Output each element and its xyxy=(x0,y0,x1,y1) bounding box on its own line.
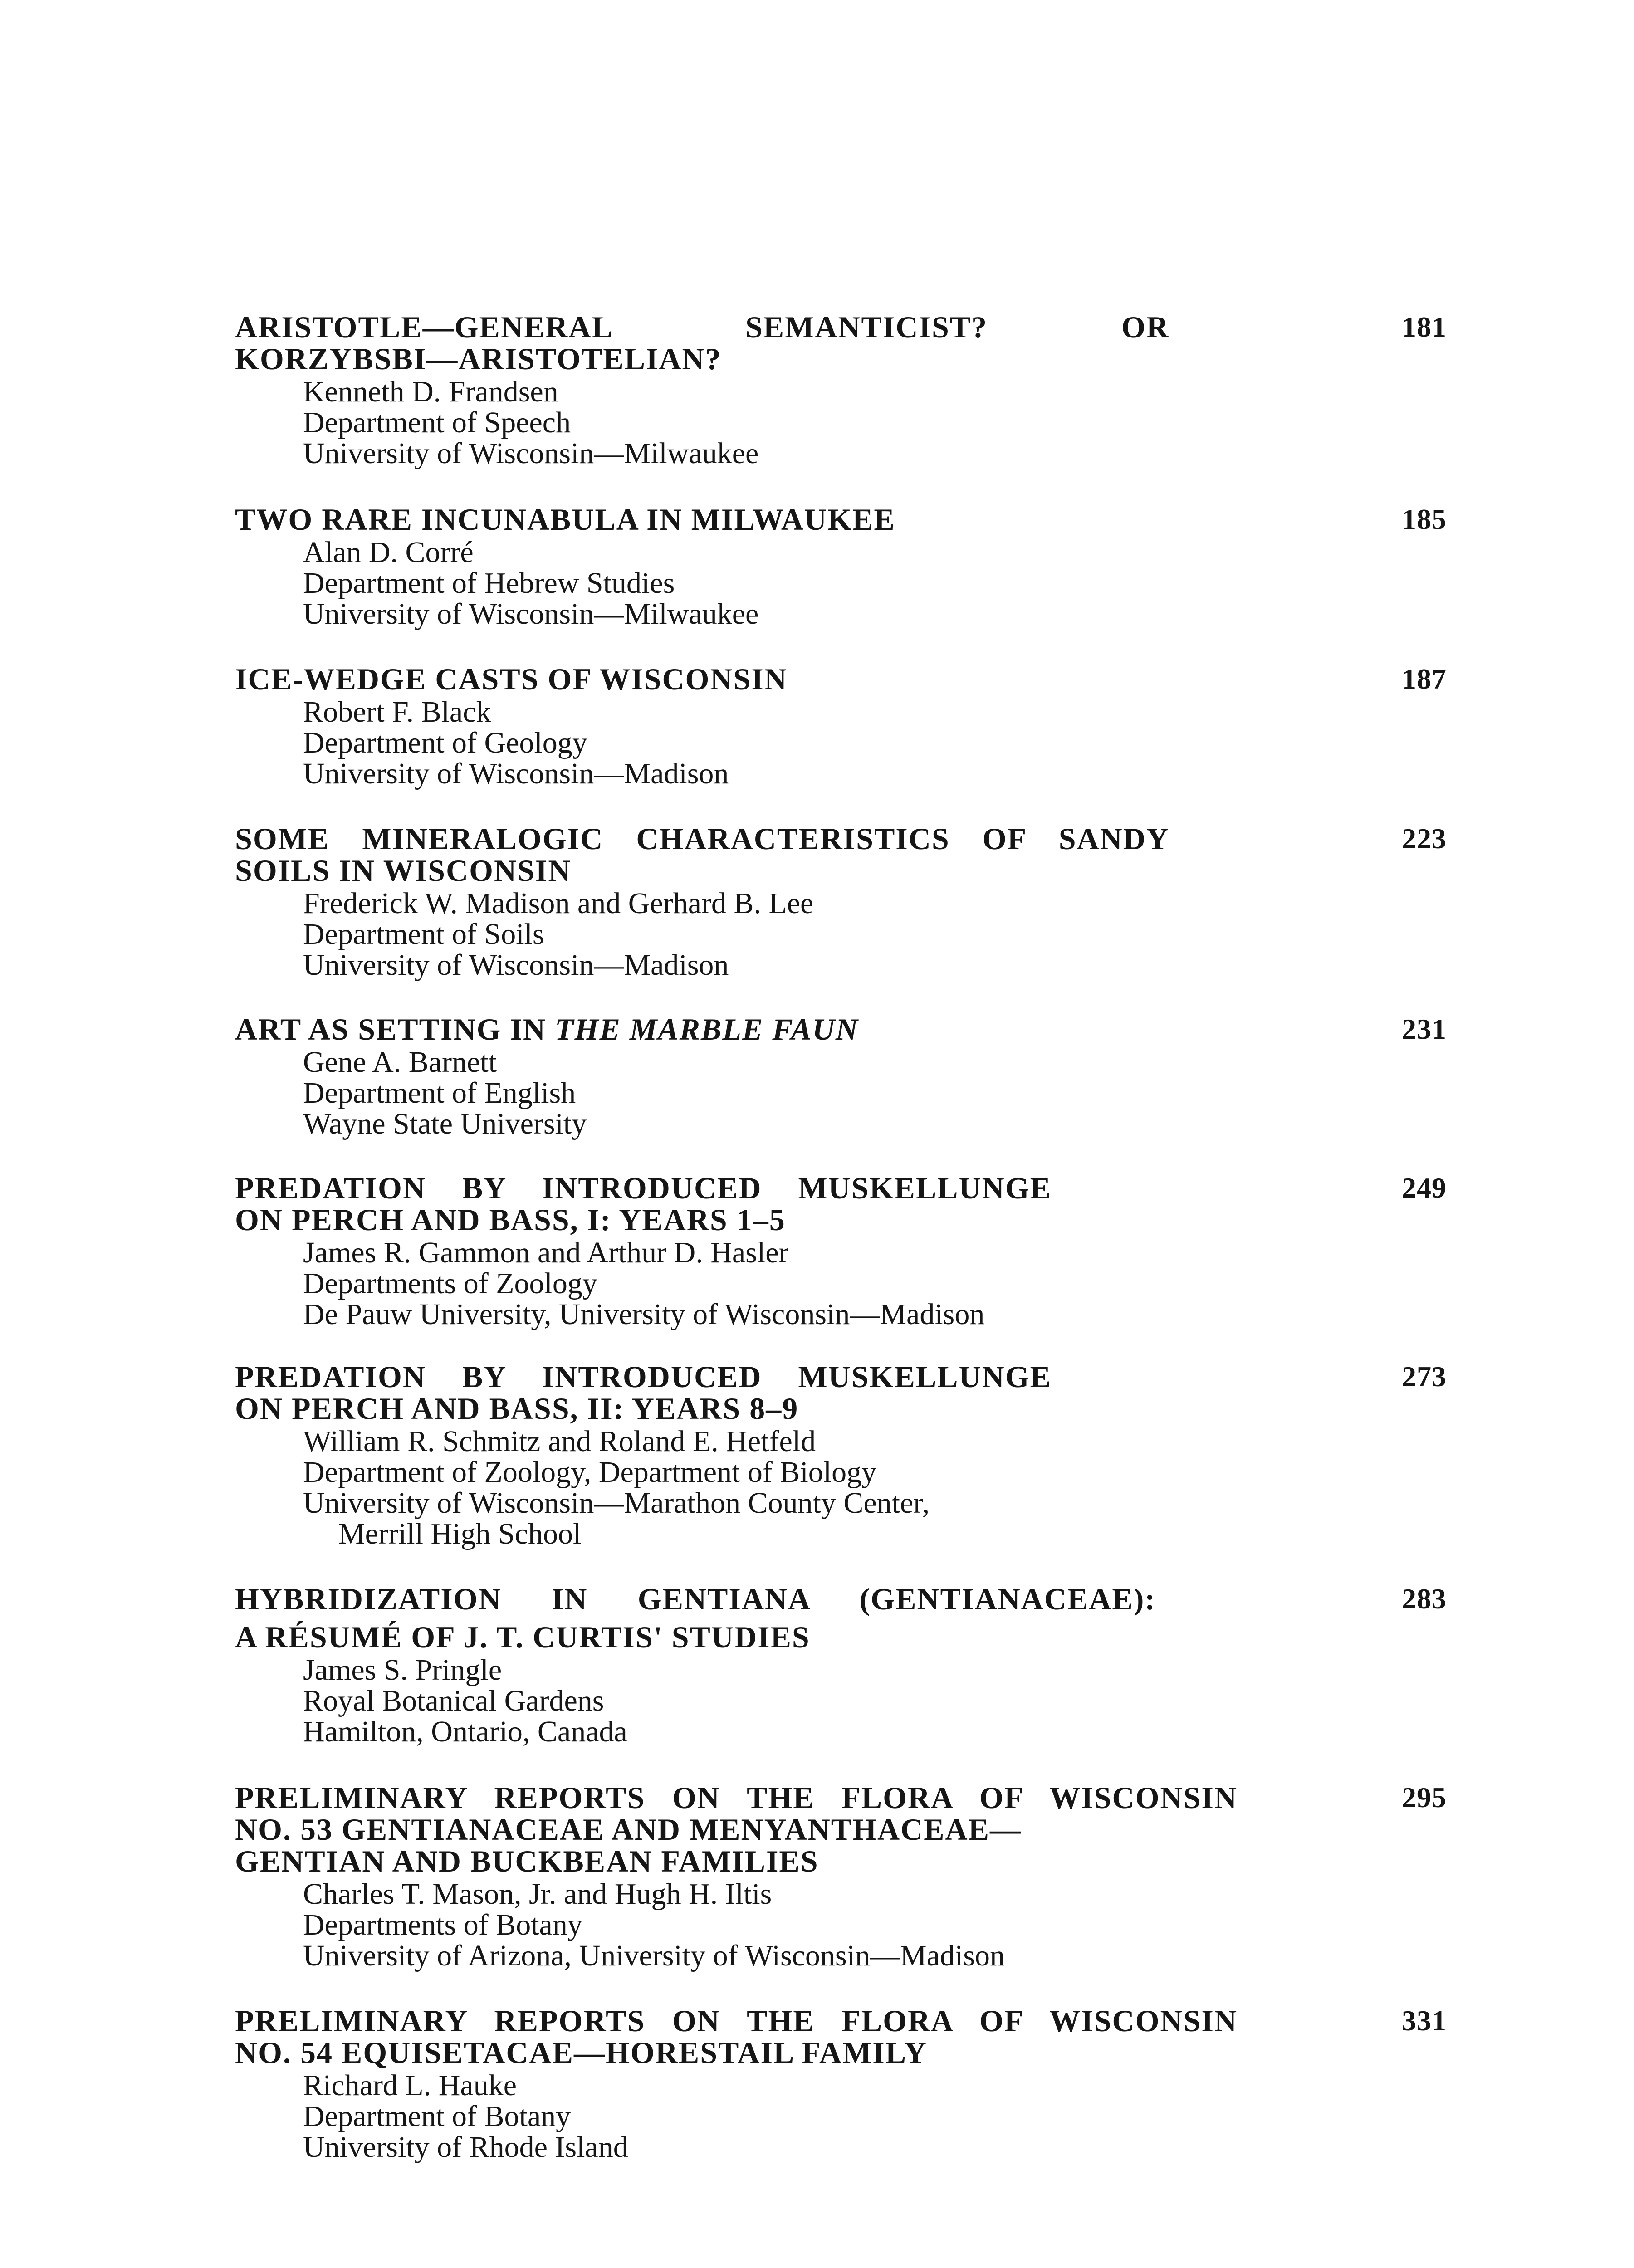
title-line: ON PERCH AND BASS, II: YEARS 8–9 xyxy=(235,1391,799,1426)
title-line: ON PERCH AND BASS, I: YEARS 1–5 xyxy=(235,1202,786,1237)
title-line: ICE-WEDGE CASTS OF WISCONSIN xyxy=(235,662,788,696)
page-number: 181 xyxy=(1402,311,1447,343)
title-line: ARISTOTLE—GENERAL SEMANTICIST? OR xyxy=(235,310,1169,344)
affiliation-line: University of Wisconsin—Milwaukee xyxy=(303,437,759,470)
affiliation-line: Royal Botanical Gardens xyxy=(303,1684,604,1717)
affiliation-line: Department of Zoology, Department of Biology xyxy=(303,1456,877,1489)
affiliation-line: Department of English xyxy=(303,1076,576,1110)
page-number: 283 xyxy=(1402,1583,1447,1615)
article-title xyxy=(235,1172,1460,1236)
affiliation-line: Hamilton, Ontario, Canada xyxy=(303,1715,627,1748)
affiliation-line: Department of Botany xyxy=(303,2100,571,2133)
affiliation-line: Department of Hebrew Studies xyxy=(303,567,675,600)
author-block xyxy=(235,1426,1460,1549)
contents-entry xyxy=(235,823,1460,981)
article-title xyxy=(235,1583,1460,1653)
affiliation-line: University of Rhode Island xyxy=(303,2131,628,2164)
affiliation-line: University of Wisconsin—Madison xyxy=(303,757,729,790)
affiliation-line: De Pauw University, University of Wisconsin—Madison xyxy=(303,1298,985,1331)
article-title xyxy=(235,823,1460,886)
author-block xyxy=(235,697,1460,789)
affiliation-line: Department of Geology xyxy=(303,726,587,759)
author-block xyxy=(235,1047,1460,1139)
affiliation-line: University of Arizona, University of Wisconsin—Madison xyxy=(303,1939,1005,1972)
page-number: 249 xyxy=(1402,1172,1447,1204)
affiliation-line: Departments of Botany xyxy=(303,1908,582,1941)
title-line: PREDATION BY INTRODUCED MUSKELLUNGE xyxy=(235,1359,1052,1394)
article-title xyxy=(235,663,1460,695)
author-line: James R. Gammon and Arthur D. Hasler xyxy=(303,1236,789,1269)
author-block xyxy=(235,1237,1460,1330)
affiliation-line: Department of Speech xyxy=(303,406,571,439)
author-line: Kenneth D. Frandsen xyxy=(303,375,558,408)
contents-entry xyxy=(235,2005,1460,2163)
author-block xyxy=(235,1655,1460,1747)
title-line: PRELIMINARY REPORTS ON THE FLORA OF WISCONSIN xyxy=(235,1780,1238,1815)
title-italic-text: THE MARBLE FAUN xyxy=(555,1012,859,1046)
contents-entry xyxy=(235,1583,1460,1747)
title-line: PREDATION BY INTRODUCED MUSKELLUNGE xyxy=(235,1171,1052,1205)
author-block xyxy=(235,2070,1460,2163)
title-line: PRELIMINARY REPORTS ON THE FLORA OF WISCONSIN xyxy=(235,2004,1238,2038)
author-line: Gene A. Barnett xyxy=(303,1046,497,1079)
page-number: 231 xyxy=(1402,1013,1447,1045)
article-title xyxy=(235,311,1460,375)
contents-entry xyxy=(235,503,1460,630)
author-line: Robert F. Black xyxy=(303,695,491,728)
title-line: NO. 53 GENTIANACEAE AND MENYANTHACEAE— xyxy=(235,1812,1022,1847)
title-line: KORZYBSBI—ARISTOTELIAN? xyxy=(235,342,722,376)
author-line: Richard L. Hauke xyxy=(303,2069,517,2102)
page-number: 295 xyxy=(1402,1781,1447,1813)
author-line: Charles T. Mason, Jr. and Hugh H. Iltis xyxy=(303,1877,772,1911)
author-line: James S. Pringle xyxy=(303,1653,502,1686)
affiliation-line: University of Wisconsin—Marathon County Center, xyxy=(303,1486,930,1520)
article-title xyxy=(235,1782,1460,1877)
title-line: TWO RARE INCUNABULA IN MILWAUKEE xyxy=(235,502,895,537)
article-title xyxy=(235,503,1460,535)
author-block xyxy=(235,888,1460,981)
page-number: 273 xyxy=(1402,1360,1447,1393)
author-line: Frederick W. Madison and Gerhard B. Lee xyxy=(303,887,814,920)
contents-entry xyxy=(235,663,1460,789)
article-title xyxy=(235,1013,1460,1045)
title-line: A RÉSUMÉ OF J. T. CURTIS' STUDIES xyxy=(235,1620,810,1654)
contents-entry xyxy=(235,311,1460,469)
author-block xyxy=(235,376,1460,469)
title-plain-text: ART AS SETTING IN xyxy=(235,1012,555,1046)
page-number: 185 xyxy=(1402,503,1447,535)
affiliation-continuation-line: Merrill High School xyxy=(338,1517,582,1550)
page-number: 187 xyxy=(1402,663,1447,695)
title-line: SOILS IN WISCONSIN xyxy=(235,853,572,888)
contents-entry xyxy=(235,1013,1460,1139)
contents-entry xyxy=(235,1782,1460,1971)
title-line: GENTIAN AND BUCKBEAN FAMILIES xyxy=(235,1844,819,1878)
article-title xyxy=(235,2005,1460,2068)
author-block xyxy=(235,1879,1460,1971)
affiliation-line: Wayne State University xyxy=(303,1107,587,1140)
author-block xyxy=(235,537,1460,630)
title-line: SOME MINERALOGIC CHARACTERISTICS OF SANDY xyxy=(235,821,1169,856)
affiliation-line: Department of Soils xyxy=(303,918,544,951)
title-line xyxy=(235,1013,1460,1045)
article-title xyxy=(235,1361,1460,1424)
contents-entry xyxy=(235,1172,1460,1330)
affiliation-line: University of Wisconsin—Madison xyxy=(303,948,729,982)
title-line: HYBRIDIZATION IN GENTIANA (GENTIANACEAE): xyxy=(235,1582,1156,1616)
author-line: Alan D. Corré xyxy=(303,536,474,569)
contents-entry xyxy=(235,1361,1460,1549)
page-number: 223 xyxy=(1402,822,1447,855)
title-line: NO. 54 EQUISETACAE—HORESTAIL FAMILY xyxy=(235,2035,927,2070)
author-line: William R. Schmitz and Roland E. Hetfeld xyxy=(303,1425,816,1458)
affiliation-line: University of Wisconsin—Milwaukee xyxy=(303,597,759,631)
affiliation-line: Departments of Zoology xyxy=(303,1267,597,1300)
page-number: 331 xyxy=(1402,2004,1447,2037)
